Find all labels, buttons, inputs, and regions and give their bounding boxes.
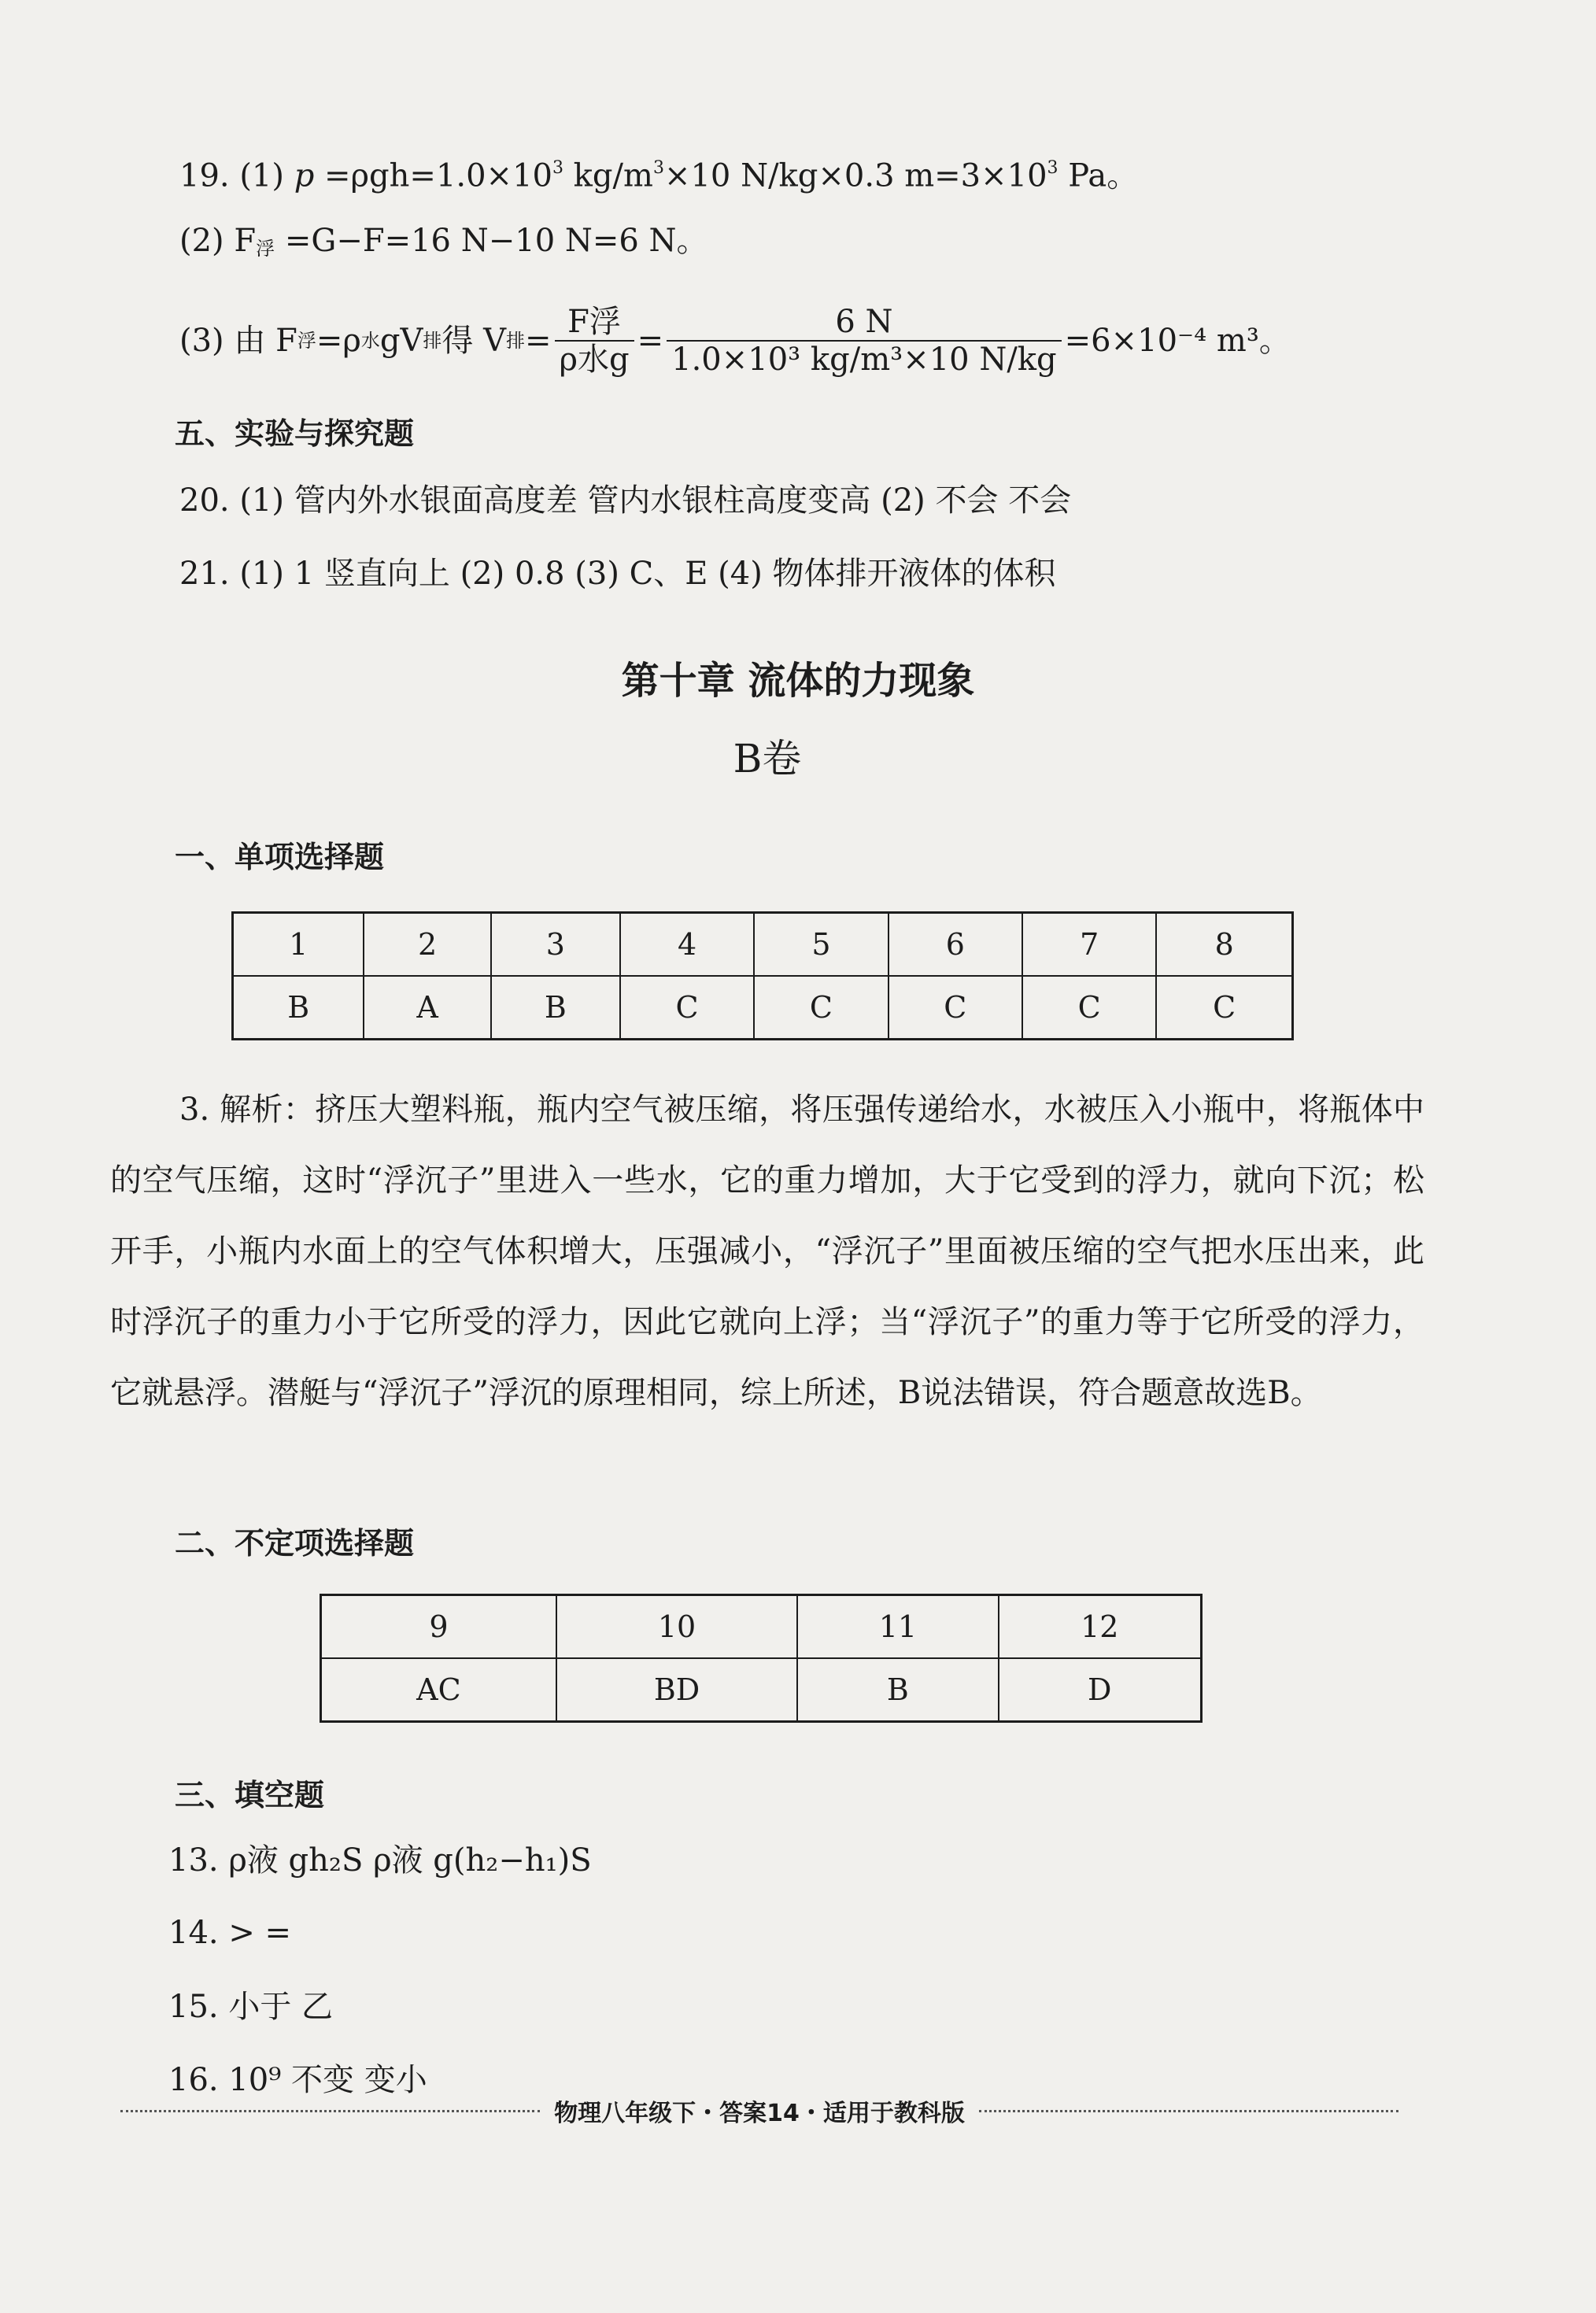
q19-part2: (2) $F_浮 =G-F=16$ N−10 N=6 N。 — [179, 223, 708, 260]
volume-label: B卷 — [733, 736, 802, 781]
table-cell: C — [620, 976, 754, 1040]
table-cell: 8 — [1156, 913, 1292, 977]
q15: 15. 小于 乙 — [168, 1989, 334, 2025]
table-cell: B — [491, 976, 620, 1040]
table-header-row — [321, 1595, 1202, 1659]
table-header-row — [233, 913, 1293, 977]
table-cell: 6 — [889, 913, 1022, 977]
table-cell: C — [889, 976, 1022, 1040]
q19-part3: (3) 由 F 浮 =ρ 水 gV 排 得 V 排 = $\frac{\text{F浮}}{\text{ρ水g}}$ = $\frac{6 N}{\text{1.0×10³ kg/m³×10 N/kg}}$ =6×10⁻⁴ m³。 — [179, 304, 1291, 378]
table-cell: A — [364, 976, 490, 1040]
analysis-paragraph: 3. 解析：挤压大塑料瓶，瓶内空气被压缩，将压强传递给水，水被压入小瓶中，将瓶体中的空气压缩，这时“浮沉子”里进入一些水，它的重力增加，大于它受到的浮力，就向下沉；松开手，小瓶内水面上的空气体积增大，压强减小，“浮沉子”里面被压缩的空气把水压出来，此时浮沉子的重力小于它所受的浮力，因此它就向上浮；当“浮沉子”的重力等于它所受的浮力，它就悬浮。潜艇与“浮沉子”浮沉的原理相同，综上所述，B说法错误，符合题意故选B。 — [110, 1092, 1424, 1411]
table-cell: D — [999, 1658, 1202, 1722]
table-cell: 2 — [364, 913, 490, 977]
table-cell: C — [1022, 976, 1156, 1040]
q19-part1: 19. (1) $p =\rho gh=1.0\times 10^3$ $kg/m^3\times 10$ N/kg×0.3 $m=3\times 10^3$ Pa。 — [179, 157, 1139, 194]
section-multi-choice: 二、不定项选择题 — [175, 1526, 415, 1561]
section-fill-blank: 三、填空题 — [175, 1778, 325, 1812]
page-footer — [106, 2093, 1413, 2128]
table-cell: BD — [556, 1658, 797, 1722]
table-cell: AC — [321, 1658, 556, 1722]
table-cell: 5 — [754, 913, 888, 977]
multi-choice-table — [320, 1594, 1203, 1723]
q14: 14. > = — [168, 1915, 292, 1951]
footer-text: 物理八年级下・答案14・适用于教科版 — [554, 2100, 965, 2127]
table-cell: 1 — [233, 913, 364, 977]
section-experiment: 五、实验与探究题 — [175, 416, 415, 451]
q21: 21. (1) 1 竖直向上 (2) 0.8 (3) C、E (4) 物体排开液体的体积 — [179, 556, 1056, 592]
table-cell: B — [797, 1658, 998, 1722]
section-single-choice: 一、单项选择题 — [175, 840, 385, 874]
table-cell: 10 — [556, 1595, 797, 1659]
single-choice-table — [231, 911, 1294, 1040]
table-cell: 3 — [491, 913, 620, 977]
table-cell: B — [233, 976, 364, 1040]
chapter-title: 第十章 流体的力现象 — [621, 659, 975, 703]
q20: 20. (1) 管内外水银面高度差 管内水银柱高度变高 (2) 不会 不会 — [179, 482, 1072, 519]
table-cell: 4 — [620, 913, 754, 977]
fraction-volume: $\frac{6 N}{\text{1.0×10³ kg/m³×10 N/kg}}$ — [667, 304, 1062, 378]
table-answer-row — [233, 976, 1293, 1040]
table-cell: 9 — [321, 1595, 556, 1659]
table-cell: C — [1156, 976, 1292, 1040]
q13: 13. ρ液 gh₂S ρ液 g(h₂−h₁)S — [168, 1842, 592, 1879]
table-cell: 12 — [999, 1595, 1202, 1659]
table-answer-row — [321, 1658, 1202, 1722]
table-cell: 11 — [797, 1595, 998, 1659]
table-cell: C — [754, 976, 888, 1040]
q16: 16. 10⁹ 不变 变小 — [168, 2062, 427, 2098]
table-cell: 7 — [1022, 913, 1156, 977]
fraction-buoyancy: $\frac{\text{F浮}}{\text{ρ水g}}$ — [555, 304, 634, 378]
